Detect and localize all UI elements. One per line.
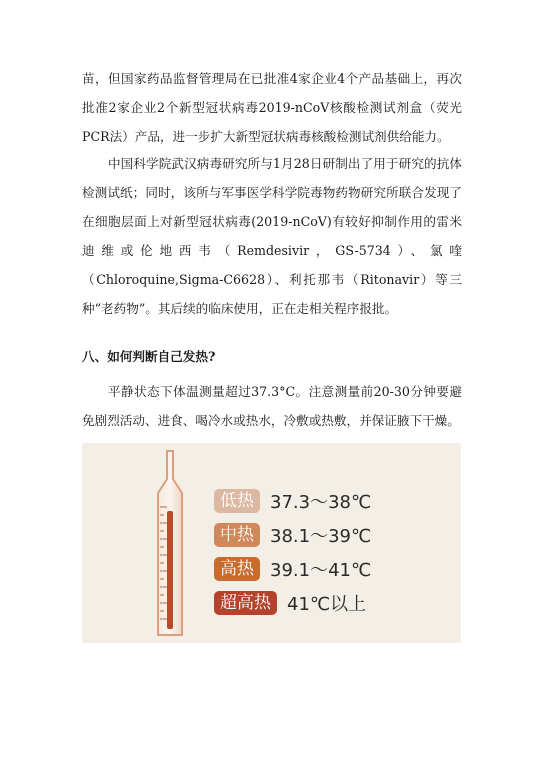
fever-level-high — [214, 555, 371, 583]
thermometer-icon — [140, 449, 200, 639]
fever-level-label: 低热 — [214, 489, 260, 513]
fever-level-infographic — [82, 443, 461, 643]
section-heading-fever: 八、如何判断自己发热? — [82, 349, 216, 364]
fever-level-low — [214, 487, 371, 515]
fever-level-label: 高热 — [214, 557, 260, 581]
fever-level-range: 39.1～41℃ — [270, 560, 372, 581]
fever-level-range: 37.3～38℃ — [270, 492, 372, 513]
fever-level-very-high — [214, 589, 366, 617]
paragraph-fever-definition: 平静状态下体温测量超过37.3°C。注意测量前20-30分钟要避免剧烈活动、进食、喝冷水或热水，冷敷或热敷，并保证腋下干燥。 — [82, 384, 462, 428]
fever-level-medium — [214, 521, 371, 549]
paragraph-nucleic-acid-kits: 苗，但国家药品监督管理局在已批准4家企业4个产品基础上，再次批准2家企业2个新型冠状病毒2019-nCoV核酸检测试剂盒（荧光PCR法）产品，进一步扩大新型冠状病毒核酸检测试剂供给能力。 — [82, 71, 462, 144]
paragraph-antiviral-research: 中国科学院武汉病毒研究所与1月28日研制出了用于研究的抗体检测试纸；同时，该所与军事医学科学院毒物药物研究所联合发现了在细胞层面上对新型冠状病毒(2019-nCoV)有较好抑制作用的雷米迪维或伦地西韦（Remdesivir，GS-5734）、氯喹（Chloroquine,Sigma-C6628）、利托那韦（Ritonavir）等三种“老药物”。其后续的临床使用，正在走相关程序报批。 — [82, 156, 462, 316]
fever-level-range: 41℃以上 — [287, 594, 367, 615]
fever-level-label: 超高热 — [214, 591, 277, 615]
fever-level-label: 中热 — [214, 523, 260, 547]
fever-level-range: 38.1～39℃ — [270, 526, 372, 547]
